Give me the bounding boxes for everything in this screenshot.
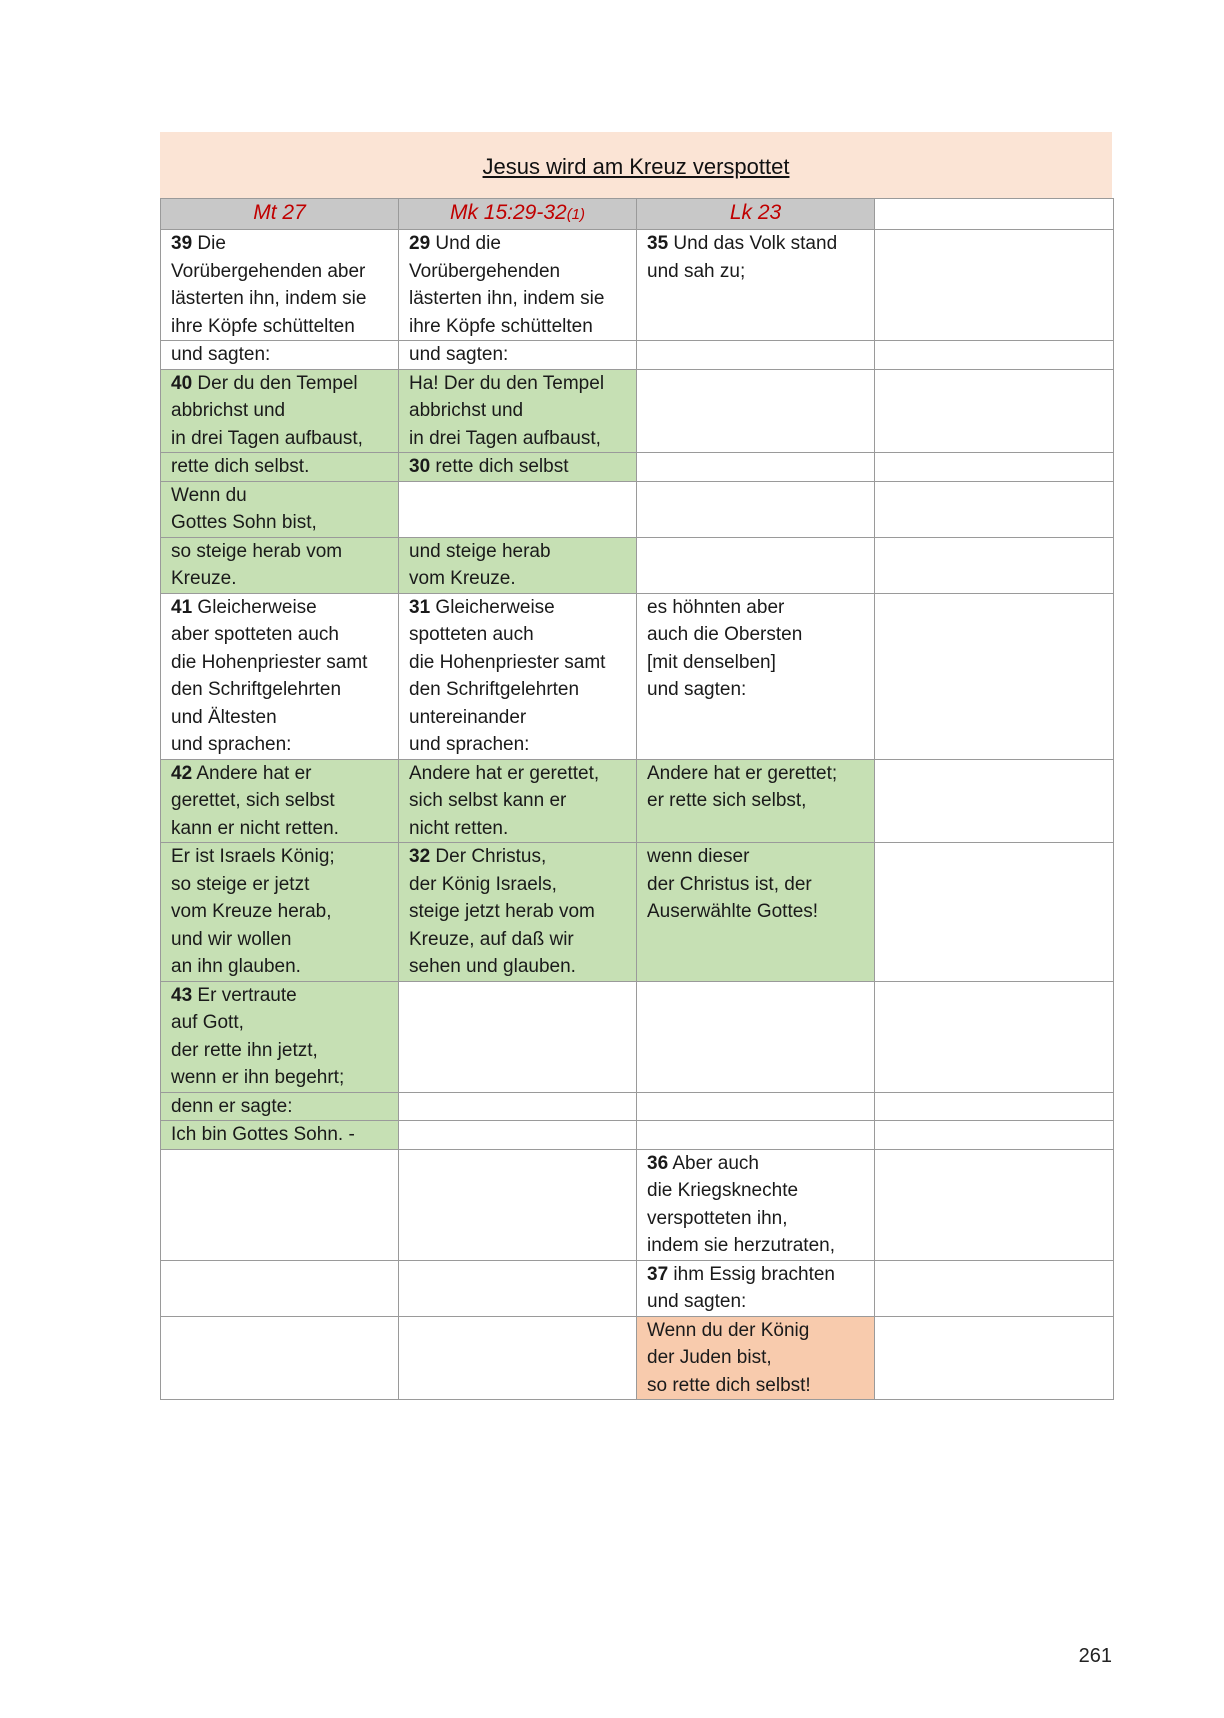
table-row: [161, 341, 1114, 370]
table-row: [161, 843, 1114, 982]
table-row: [161, 1316, 1114, 1400]
cell-empty: [875, 341, 1114, 370]
cell-mk: 29 Und die Vorübergehenden lästerten ihn, indem sie ihre Köpfe schüttelten: [399, 230, 637, 341]
table-row: [161, 537, 1114, 593]
cell-mk: [399, 1149, 637, 1260]
title-bar: [160, 132, 1112, 198]
cell-empty: [875, 1121, 1114, 1150]
header-lk: Lk 23: [637, 199, 875, 230]
cell-lk: 35 Und das Volk stand und sah zu;: [637, 230, 875, 341]
table-row: [161, 481, 1114, 537]
cell-lk: es höhnten aber auch die Obersten [mit denselben] und sagten:: [637, 593, 875, 759]
cell-mk: [399, 1316, 637, 1400]
cell-mt: 42 Andere hat er gerettet, sich selbst kann er nicht retten.: [161, 759, 399, 843]
cell-mt: 41 Gleicherweise aber spotteten auch die Hohenpriester samt den Schriftgelehrten und Ältesten und sprachen:: [161, 593, 399, 759]
cell-mt: rette dich selbst.: [161, 453, 399, 482]
cell-mk: 32 Der Christus, der König Israels, steige jetzt herab vom Kreuze, auf daß wir sehen und glauben.: [399, 843, 637, 982]
cell-lk: [637, 453, 875, 482]
cell-lk: 37 ihm Essig brachten und sagten:: [637, 1260, 875, 1316]
table-row: [161, 1149, 1114, 1260]
table-row: [161, 369, 1114, 453]
table-row: [161, 1260, 1114, 1316]
cell-empty: [875, 981, 1114, 1092]
table-row: [161, 1121, 1114, 1150]
header-mk: Mk 15:29-32(1): [399, 199, 637, 230]
cell-mk: [399, 481, 637, 537]
cell-mt: [161, 1316, 399, 1400]
table-row: [161, 1092, 1114, 1121]
table-row: [161, 981, 1114, 1092]
cell-mk: 31 Gleicherweise spotteten auch die Hohenpriester samt den Schriftgelehrten untereinander und sprachen:: [399, 593, 637, 759]
cell-lk: [637, 981, 875, 1092]
cell-empty: [875, 759, 1114, 843]
cell-lk: Wenn du der König der Juden bist, so rette dich selbst!: [637, 1316, 875, 1400]
cell-empty: [875, 481, 1114, 537]
cell-mt: so steige herab vom Kreuze.: [161, 537, 399, 593]
cell-mt: Ich bin Gottes Sohn. -: [161, 1121, 399, 1150]
cell-empty: [875, 1092, 1114, 1121]
cell-empty: [875, 453, 1114, 482]
cell-lk: [637, 369, 875, 453]
page-number: 261: [1078, 1645, 1112, 1667]
cell-mk: Ha! Der du den Tempel abbrichst und in drei Tagen aufbaust,: [399, 369, 637, 453]
header-empty: [875, 199, 1114, 230]
cell-lk: [637, 341, 875, 370]
cell-lk: [637, 1121, 875, 1150]
cell-mk: 30 rette dich selbst: [399, 453, 637, 482]
cell-lk: [637, 481, 875, 537]
cell-mt: denn er sagte:: [161, 1092, 399, 1121]
cell-empty: [875, 1316, 1114, 1400]
header-row: [161, 199, 1114, 230]
cell-mt: 43 Er vertraute auf Gott, der rette ihn jetzt, wenn er ihn begehrt;: [161, 981, 399, 1092]
cell-empty: [875, 230, 1114, 341]
cell-mt: und sagten:: [161, 341, 399, 370]
table-row: [161, 593, 1114, 759]
cell-empty: [875, 1149, 1114, 1260]
cell-lk: Andere hat er gerettet; er rette sich selbst,: [637, 759, 875, 843]
cell-mt: 39 Die Vorübergehenden aber lästerten ihn, indem sie ihre Köpfe schüttelten: [161, 230, 399, 341]
cell-mt: Wenn du Gottes Sohn bist,: [161, 481, 399, 537]
cell-mk: [399, 1092, 637, 1121]
table-row: [161, 230, 1114, 341]
table-row: [161, 453, 1114, 482]
cell-mk: [399, 981, 637, 1092]
cell-mt: Er ist Israels König; so steige er jetzt vom Kreuze herab, und wir wollen an ihn glauben.: [161, 843, 399, 982]
header-mk-note: (1): [566, 206, 586, 223]
cell-lk: 36 Aber auch die Kriegsknechte verspotteten ihn, indem sie herzutraten,: [637, 1149, 875, 1260]
cell-mk: Andere hat er gerettet, sich selbst kann er nicht retten.: [399, 759, 637, 843]
cell-lk: [637, 537, 875, 593]
cell-empty: [875, 1260, 1114, 1316]
cell-empty: [875, 593, 1114, 759]
cell-mk: [399, 1260, 637, 1316]
cell-mt: 40 Der du den Tempel abbrichst und in drei Tagen aufbaust,: [161, 369, 399, 453]
cell-mk: und sagten:: [399, 341, 637, 370]
cell-lk: wenn dieser der Christus ist, der Auserwählte Gottes!: [637, 843, 875, 982]
synopsis-table: [160, 198, 1114, 1400]
cell-mk: und steige herab vom Kreuze.: [399, 537, 637, 593]
cell-lk: [637, 1092, 875, 1121]
table-row: [161, 759, 1114, 843]
cell-mk: [399, 1121, 637, 1150]
header-mt: Mt 27: [161, 199, 399, 230]
cell-mt: [161, 1149, 399, 1260]
cell-mt: [161, 1260, 399, 1316]
cell-empty: [875, 843, 1114, 982]
cell-empty: [875, 537, 1114, 593]
cell-empty: [875, 369, 1114, 453]
page-title: Jesus wird am Kreuz verspottet: [482, 154, 790, 179]
